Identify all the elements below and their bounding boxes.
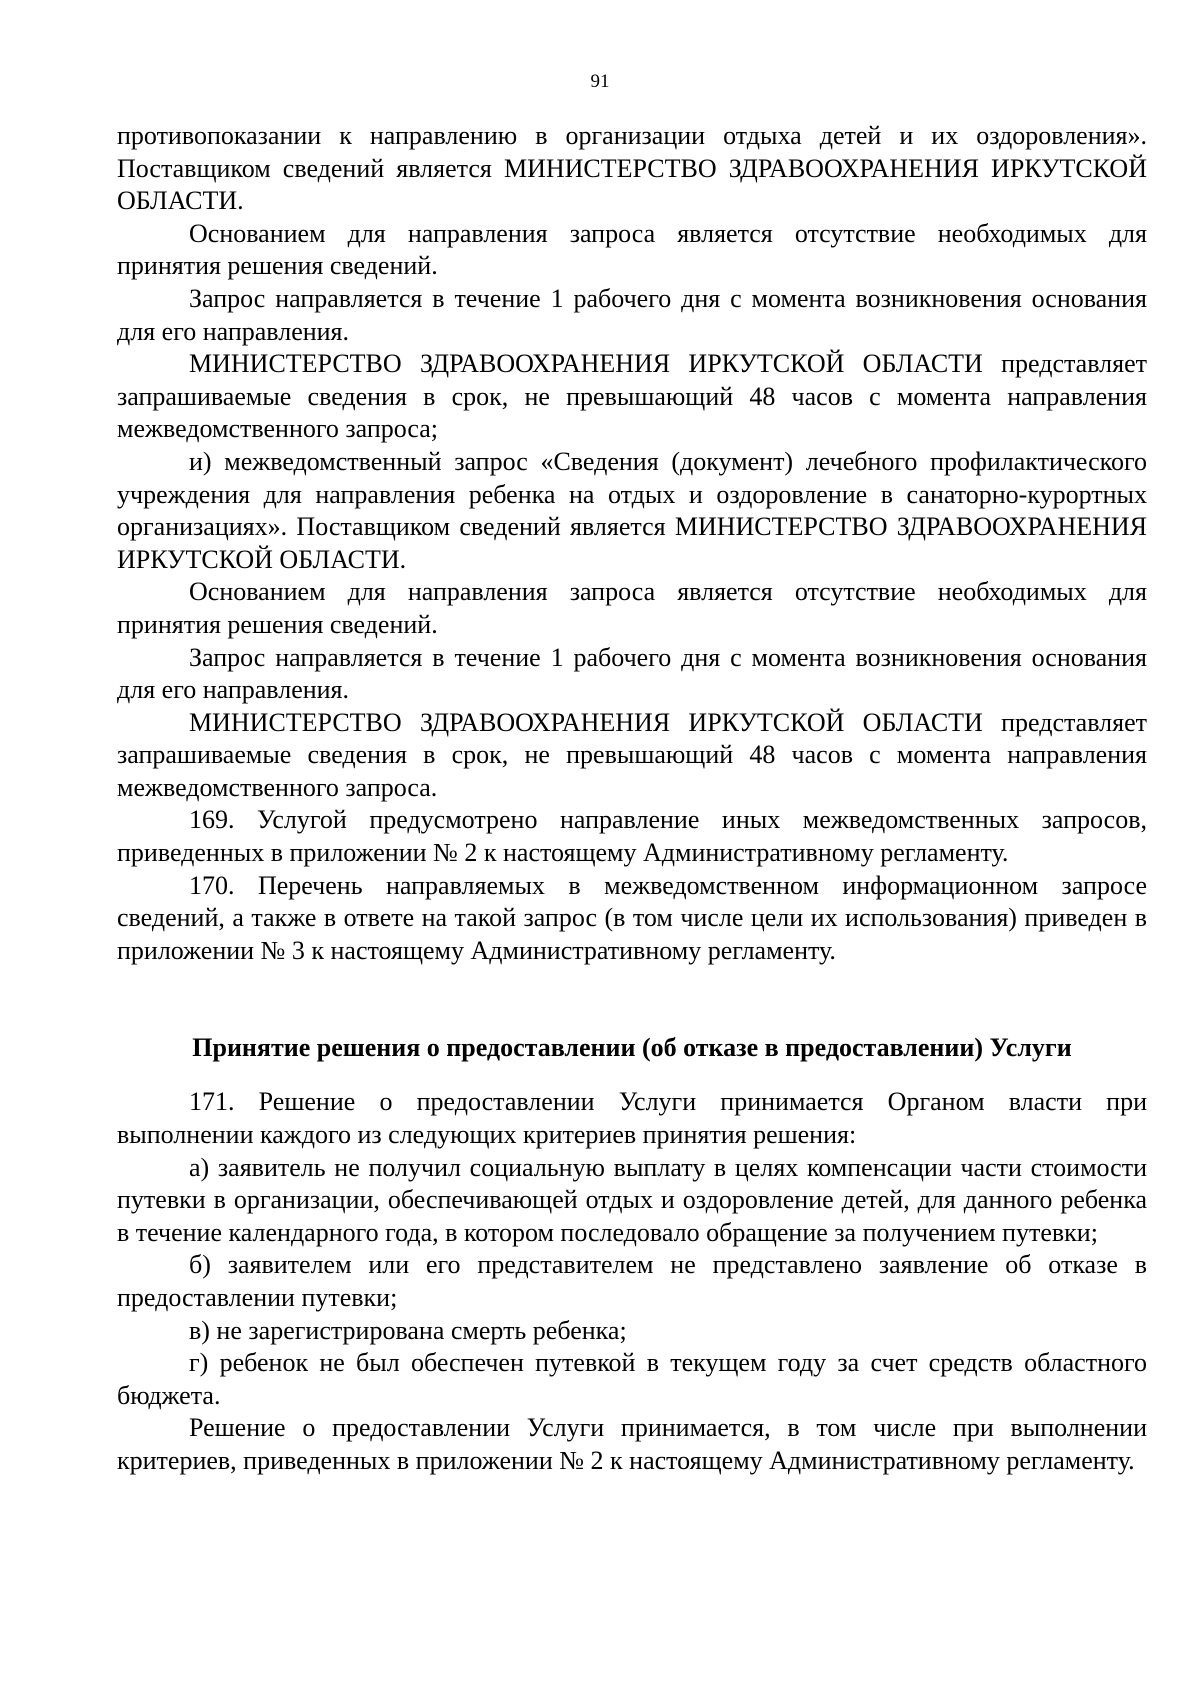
paragraph: Основанием для направления запроса является отсутствие необходимых для принятия решения сведений. (117, 577, 1147, 639)
paragraph: МИНИСТЕРСТВО ЗДРАВООХРАНЕНИЯ ИРКУТСКОЙ ОБЛАСТИ представляет запрашиваемые сведения в срок, не превышающий 48 часов с момента направления межведомственного запроса; (117, 349, 1147, 444)
document-body (117, 120, 1147, 1478)
paragraph: Решение о предоставлении Услуги принимается, в том числе при выполнении критериев, приведенных в приложении № 2 к настоящему Административному регламенту. (117, 1413, 1147, 1475)
paragraph: противопоказании к направлению в организации отдыха детей и их оздоровления». Поставщиком сведений является МИНИСТЕРСТВО ЗДРАВООХРАНЕНИЯ ИРКУТСКОЙ ОБЛАСТИ. (117, 121, 1147, 216)
paragraph: и) межведомственный запрос «Сведения (документ) лечебного профилактического учреждения для направления ребенка на отдых и оздоровление в санаторно-курортных организациях». Поставщиком сведений является МИНИСТЕРСТВО ЗДРАВООХРАНЕНИЯ ИРКУТСКОЙ ОБЛАСТИ. (117, 446, 1147, 574)
paragraphs-top (117, 120, 1147, 967)
paragraph: 171. Решение о предоставлении Услуги принимается Органом власти при выполнении каждого из следующих критериев принятия решения: (117, 1087, 1147, 1150)
paragraph: МИНИСТЕРСТВО ЗДРАВООХРАНЕНИЯ ИРКУТСКОЙ ОБЛАСТИ представляет запрашиваемые сведения в срок, не превышающий 48 часов с момента направления межведомственного запроса. (117, 707, 1147, 802)
paragraph: г) ребенок не был обеспечен путевкой в текущем году за счет средств областного бюджета. (117, 1348, 1147, 1410)
paragraph: а) заявитель не получил социальную выплату в целях компенсации части стоимости путевки в организации, обеспечивающей отдых и оздоровление детей, для данного ребенка в течение календарного года, в котором последовало обращение за получением путевки; (117, 1152, 1147, 1247)
paragraph: в) не зарегистрирована смерть ребенка; (189, 1315, 627, 1345)
paragraph: 170. Перечень направляемых в межведомственном информационном запросе сведений, а также в ответе на такой запрос (в том числе цели их использования) приведен в приложении № 3 к настоящему Административному регламенту. (117, 870, 1147, 965)
paragraphs-bottom (117, 1086, 1147, 1477)
page-number: 91 (590, 71, 610, 92)
paragraph: Основанием для направления запроса является отсутствие необходимых для принятия решения сведений. (117, 218, 1147, 281)
paragraph: Запрос направляется в течение 1 рабочего дня с момента возникновения основания для его направления. (117, 642, 1147, 705)
paragraph: б) заявителем или его представителем не представлено заявление об отказе в предоставлении путевки; (117, 1250, 1147, 1312)
paragraph: Запрос направляется в течение 1 рабочего дня с момента возникновения основания для его направления. (117, 283, 1147, 346)
section-heading: Принятие решения о предоставлении (об отказе в предоставлении) Услуги (192, 1033, 1072, 1063)
paragraph: 169. Услугой предусмотрено направление иных межведомственных запросов, приведенных в приложении № 2 к настоящему Административному регламенту. (117, 805, 1147, 868)
